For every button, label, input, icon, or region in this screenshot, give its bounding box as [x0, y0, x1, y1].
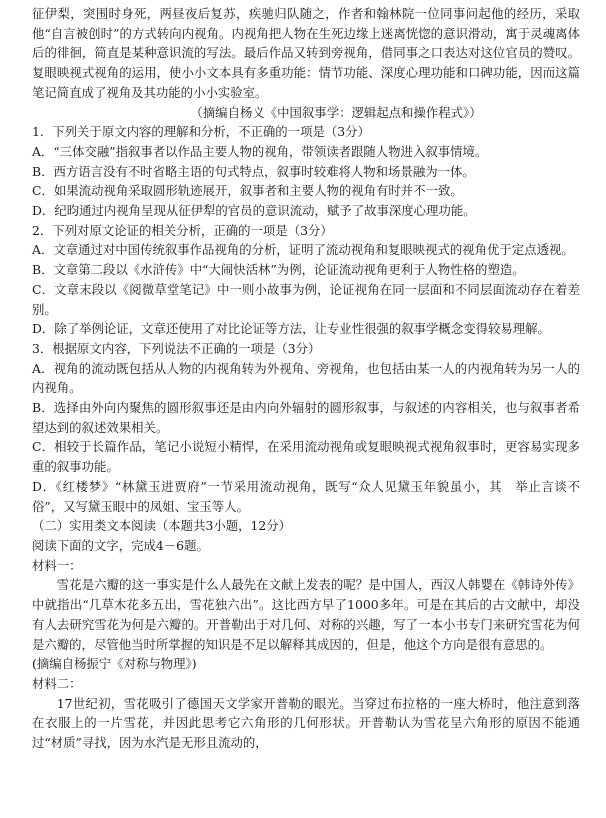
question-2-option-d: D．除了举例论证，文章还使用了对比论证等方法，让专业性很强的叙事学概念变得较易理解。	[32, 321, 550, 337]
question-1-option-b: B．西方语言没有不时省略主语的句式特点，叙事时较难将人物和场景融为一体。	[32, 163, 475, 179]
material-two-label: 材料二：	[32, 675, 82, 691]
material-one-text: 雪花是六瓣的这一事实是什么人最先在文献上发表的呢？是中国人，西汉人韩婴在《韩诗外传》中就指出“几草木花多五出，雪花独六出”。这比西方早了1000多年。可是在其后的古文献中，却没有人去研究雪花为何是六瓣的。开普勒出于对几何、对称的兴趣，写了一本小书专门来研究雪花为何是六瓣的，尽管他当时所掌握的知识是不足以解释其成因的，但是，他这个方向是很有意思的。	[32, 577, 580, 652]
question-2-option-c: C．文章末段以《阅微草堂笔记》中一则小故事为例，论证视角在同一层面和不同层面流动存在着差别。	[32, 281, 580, 317]
question-3-option-b: B．选择由外向内聚焦的圆形叙事还是由内向外辐射的圆形叙事，与叙述的内容相关，也与叙事者希望达到的叙述效果相关。	[32, 400, 580, 435]
question-3-stem: 3．根据原文内容，下列说法不正确的一项是（3分）	[32, 340, 321, 356]
question-1-stem: 1．下列关于原文内容的理解和分析，不正确的一项是（3分）	[32, 124, 370, 140]
section-two	[32, 516, 580, 752]
question-2-option-a: A．文章通过对中国传统叙事作品视角的分析，证明了流动视角和复眼映视式的视角优于定点透视。	[32, 242, 574, 258]
question-3	[32, 339, 580, 516]
question-2-stem: 2．下列对原文论证的相关分析，正确的一项是（3分）	[32, 222, 333, 238]
section-two-instruction: 阅读下面的文字，完成4－6题。	[32, 537, 209, 553]
section-two-heading: （二）实用类文本阅读（本题共3小题，12分）	[32, 518, 292, 534]
passage-one-tail: 征伊梨，突围时身死，两昼夜后复苏，疾驰归队随之，作者和翰林院一位同事问起他的经历，采取他“自言被创时”的方式转向内视角。内视角把人物在生死边缘上迷离恍惚的意识滑动，寓于灵魂离体后的徘徊，简直是某种意识流的写法。最后作品又转到旁视角，借同事之口表达对这位官员的赞叹。复眼映视式视角的运用，使小小文本具有多重功能：情节功能、深度心理功能和口碑功能，因而这篇笔记简直成了视角及其功能的小小实验室。	[32, 6, 580, 100]
question-1	[32, 122, 580, 221]
question-1-option-d: D．纪昀通过内视角呈现从征伊犁的官员的意识流动，赋予了故事深度心理功能。	[32, 203, 476, 219]
material-one-source: (摘编自杨振宁《对称与物理》)	[32, 656, 197, 672]
material-one-label: 材料一：	[32, 557, 82, 573]
question-1-option-c: C．如果流动视角采取圆形轨迹展开，叙事者和主要人物的视角有时并不一致。	[32, 183, 463, 199]
question-3-option-a: A．视角的流动既包括从人物的内视角转为外视角、旁视角，也包括由某一人的内视角转为另一人的内视角。	[32, 360, 580, 396]
question-3-option-c: C．相较于长篇作品，笔记小说短小精悍，在采用流动视角或复眼映视式视角叙事时，更容易实现多重的叙事功能。	[32, 439, 580, 475]
passage-one-source: （摘编自杨义《中国叙事学：逻辑起点和操作程式》）	[190, 104, 482, 120]
question-3-option-d: D．《红楼梦》“林黛玉进贾府”一节采用流动视角，既写“众人见黛玉年貌虽小，其 举止言谈不俗”，又写黛玉眼中的凤姐、宝玉等人。	[32, 478, 580, 514]
question-1-option-a: A．“三体交融”指叙事者以作品主要人物的视角，带领读者跟随人物进入叙事情境。	[32, 143, 488, 159]
material-two-text: 17世纪初，雪花吸引了德国天文学家开普勒的眼光。当穿过布拉格的一座大桥时，他注意到落在衣服上的一片雪花，并因此思考它六角形的几何形状。开普勒认为雪花呈六角形的原因不能通过“材质”寻找，因为水汽是无形且流动的，	[32, 695, 580, 751]
question-2	[32, 221, 580, 339]
exam-page	[32, 4, 580, 753]
question-2-option-b: B．文章第二段以《水浒传》中“大闹快活林”为例，论证流动视角更利于人物性格的塑造。	[32, 262, 525, 278]
